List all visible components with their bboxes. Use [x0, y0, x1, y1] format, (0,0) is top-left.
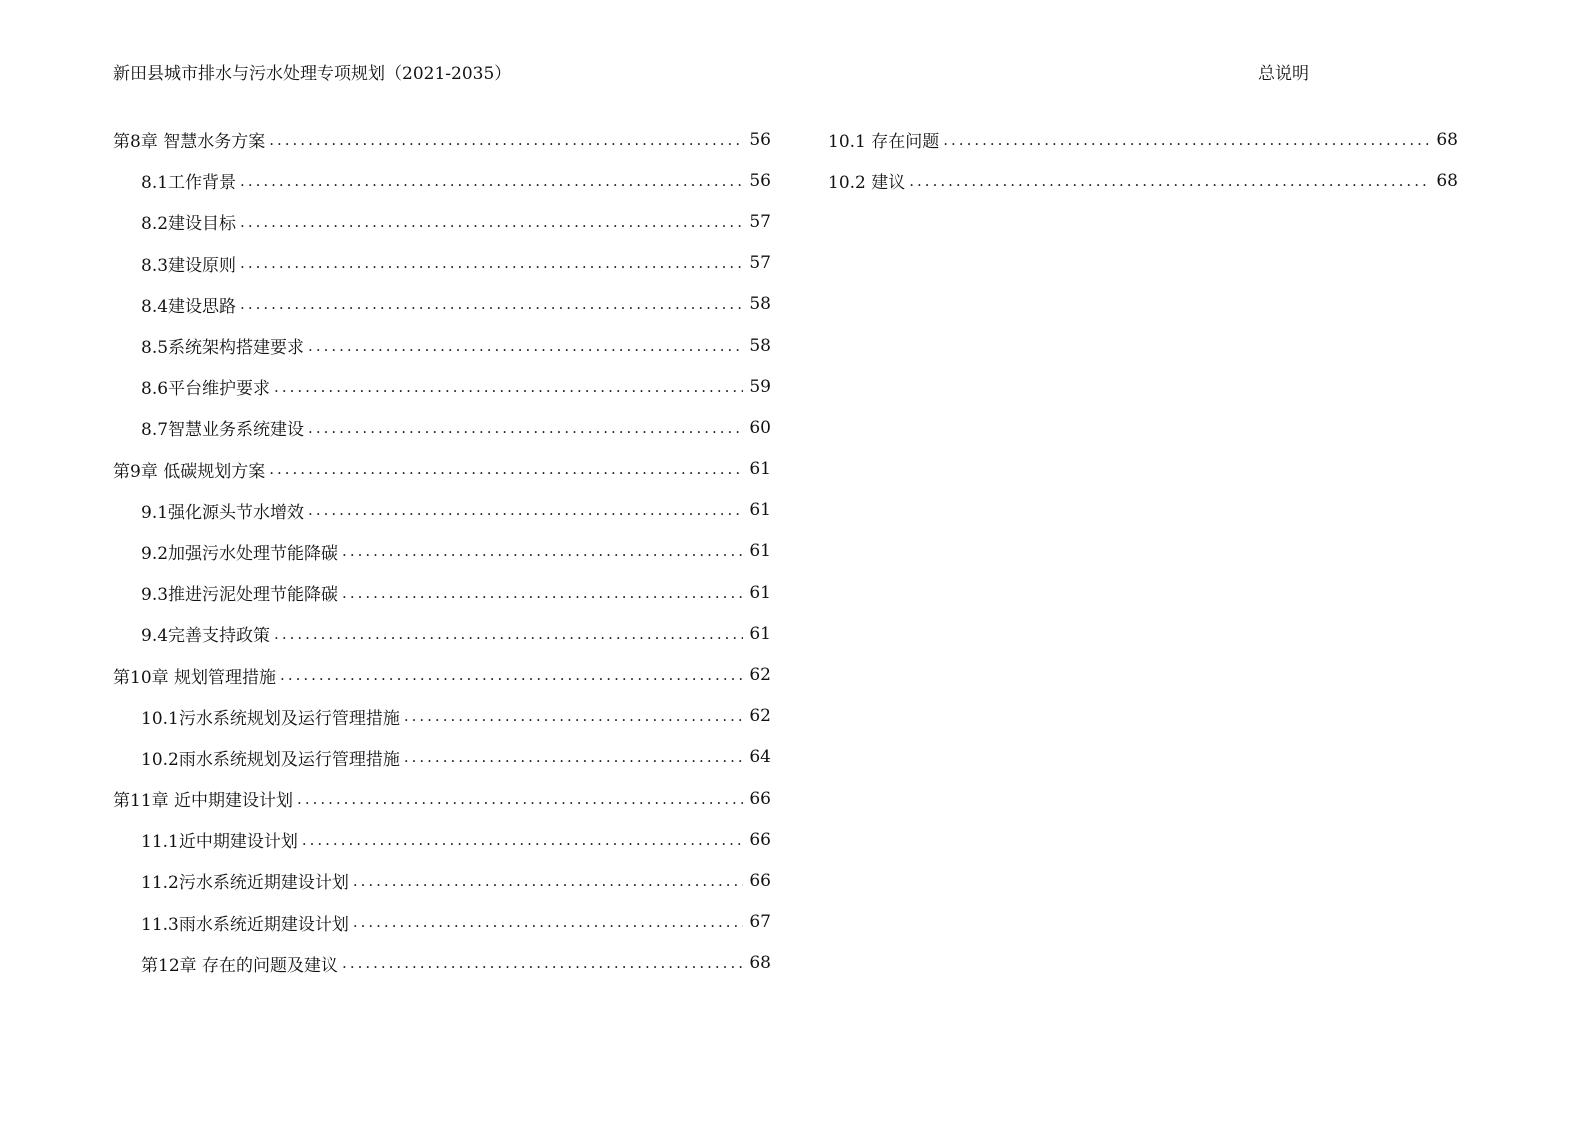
toc-entry[interactable] [113, 860, 771, 901]
toc-entry-page: 58 [749, 294, 771, 315]
toc-entry[interactable] [113, 696, 771, 737]
toc-entry-label: 10.2 建议 [828, 173, 906, 194]
toc-entry[interactable] [113, 119, 771, 160]
toc-entry-label: 9.1强化源头节水增效 [141, 502, 305, 523]
toc-entry[interactable] [113, 654, 771, 695]
toc-dot-leader [404, 748, 744, 766]
toc-entry-label: 8.4建设思路 [141, 296, 237, 317]
toc-entry-page: 61 [749, 623, 771, 644]
toc-entry-label: 第11章 近中期建设计划 [113, 791, 294, 812]
toc-right-column [828, 119, 1458, 201]
toc-entry-label: 第8章 智慧水务方案 [113, 132, 266, 153]
section-title: 总说明 [1258, 64, 1309, 84]
toc-entry-page: 56 [749, 129, 771, 150]
toc-entry[interactable] [113, 201, 771, 242]
toc-entry[interactable] [113, 325, 771, 366]
toc-dot-leader [240, 295, 743, 313]
toc-entry-label: 第12章 存在的问题及建议 [141, 955, 339, 976]
toc-entry[interactable] [113, 531, 771, 572]
toc-entry-label: 11.1近中期建设计划 [141, 832, 298, 853]
toc-entry-page: 68 [1436, 129, 1458, 150]
toc-entry[interactable] [113, 572, 771, 613]
toc-entry-page: 57 [749, 211, 771, 232]
toc-entry[interactable] [113, 160, 771, 201]
toc-dot-leader [274, 625, 743, 643]
toc-entry-label: 9.4完善支持政策 [141, 626, 271, 647]
toc-entry-label: 11.2污水系统近期建设计划 [141, 873, 349, 894]
toc-dot-leader [909, 172, 1430, 190]
toc-dot-leader [342, 542, 743, 560]
toc-dot-leader [240, 213, 743, 231]
toc-entry-page: 59 [749, 376, 771, 397]
toc-entry-label: 8.5系统架构搭建要求 [141, 338, 305, 359]
toc-dot-leader [404, 707, 744, 725]
toc-dot-leader [353, 913, 744, 931]
toc-entry-page: 61 [749, 459, 771, 480]
toc-entry-label: 11.3雨水系统近期建设计划 [141, 914, 349, 935]
toc-entry-label: 10.1污水系统规划及运行管理措施 [141, 708, 400, 729]
toc-dot-leader [308, 501, 743, 519]
toc-entry-page: 68 [1436, 170, 1458, 191]
toc-entry-label: 第9章 低碳规划方案 [113, 461, 266, 482]
toc-entry-page: 61 [749, 541, 771, 562]
toc-entry[interactable] [828, 119, 1458, 160]
toc-entry-page: 66 [749, 788, 771, 809]
toc-dot-leader [269, 131, 743, 149]
toc-entry[interactable] [113, 943, 771, 984]
toc-dot-leader [297, 790, 743, 808]
toc-entry[interactable] [113, 737, 771, 778]
toc-entry[interactable] [113, 366, 771, 407]
toc-entry-label: 9.2加强污水处理节能降碳 [141, 543, 339, 564]
toc-dot-leader [342, 584, 743, 602]
toc-entry-label: 9.3推进污泥处理节能降碳 [141, 585, 339, 606]
toc-entry-label: 第10章 规划管理措施 [113, 667, 277, 688]
toc-entry-page: 58 [749, 335, 771, 356]
toc-dot-leader [302, 831, 744, 849]
toc-entry-page: 66 [749, 870, 771, 891]
toc-entry-page: 68 [749, 953, 771, 974]
toc-entry-label: 10.2雨水系统规划及运行管理措施 [141, 749, 400, 770]
toc-dot-leader [943, 131, 1430, 149]
toc-entry[interactable] [828, 160, 1458, 201]
toc-dot-leader [353, 872, 744, 890]
toc-entry-page: 60 [749, 417, 771, 438]
toc-entry-page: 64 [749, 747, 771, 768]
toc-entry[interactable] [113, 819, 771, 860]
toc-entry-label: 8.1工作背景 [141, 173, 237, 194]
toc-entry-label: 8.3建设原则 [141, 255, 237, 276]
toc-entry-page: 57 [749, 253, 771, 274]
toc-entry-page: 67 [749, 912, 771, 933]
toc-dot-leader [274, 378, 743, 396]
toc-left-column [113, 119, 771, 984]
toc-dot-leader [240, 172, 743, 190]
toc-entry[interactable] [113, 407, 771, 448]
toc-dot-leader [240, 254, 743, 272]
toc-entry-label: 8.6平台维护要求 [141, 379, 271, 400]
toc-entry-page: 61 [749, 500, 771, 521]
toc-dot-leader [280, 666, 743, 684]
toc-entry[interactable] [113, 490, 771, 531]
toc-dot-leader [342, 954, 743, 972]
toc-entry[interactable] [113, 284, 771, 325]
toc-entry[interactable] [113, 778, 771, 819]
toc-entry[interactable] [113, 243, 771, 284]
toc-entry[interactable] [113, 613, 771, 654]
toc-entry-page: 56 [749, 170, 771, 191]
toc-dot-leader [269, 460, 743, 478]
toc-entry-label: 8.2建设目标 [141, 214, 237, 235]
toc-entry-page: 62 [749, 706, 771, 727]
toc-dot-leader [308, 337, 743, 355]
document-title: 新田县城市排水与污水处理专项规划（2021-2035） [113, 64, 512, 84]
toc-entry[interactable] [113, 449, 771, 490]
toc-entry[interactable] [113, 902, 771, 943]
toc-entry-page: 61 [749, 582, 771, 603]
toc-entry-page: 62 [749, 665, 771, 686]
toc-dot-leader [308, 419, 743, 437]
toc-entry-label: 8.7智慧业务系统建设 [141, 420, 305, 441]
toc-entry-page: 66 [749, 829, 771, 850]
toc-entry-label: 10.1 存在问题 [828, 132, 940, 153]
